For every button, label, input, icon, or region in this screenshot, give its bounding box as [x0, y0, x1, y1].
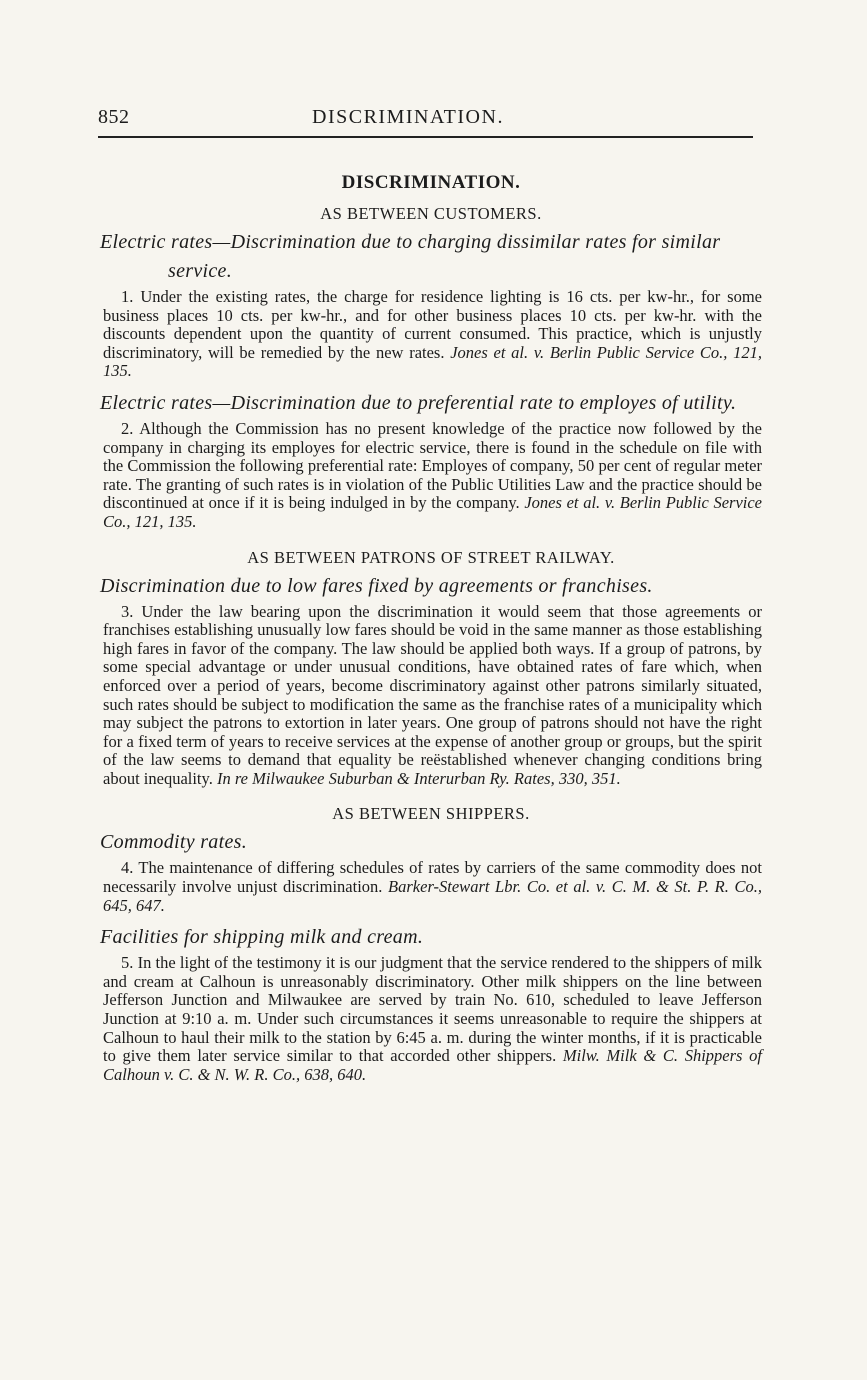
page-title: DISCRIMINATION.: [341, 172, 521, 193]
entry-text: 2. Although the Commission has no present knowledge of the practice now followed by the company in charging its employes for electric service, there is found in the schedule on file with the Commission the following preferential rate: Employes of company, 50 per cent of regular meter rate. The granting of such rates is in violation of the Public Utilities Law and the practice should be discontinued at once if it is being indulged in by the company.: [103, 418, 762, 513]
entry-paragraph: [103, 954, 762, 1084]
entry-citation: Jones et al. v. Berlin Public Service Co., 121, 135.: [103, 493, 763, 531]
entry-topic: Commodity rates.: [100, 831, 248, 854]
entry-citation: Milw. Milk & C. Shippers of Calhoun v. C. & N. W. R. Co., 638, 640.: [103, 1046, 762, 1084]
entry-topic: Discrimination due to low fares fixed by agreements or franchises.: [100, 574, 653, 597]
entry-citation: Jones et al. v. Berlin Public Service Co., 121, 135.: [103, 342, 763, 381]
entry-citation: In re Milwaukee Suburban & Interurban Ry. Rates, 330, 351.: [216, 768, 621, 788]
entry-paragraph: [103, 603, 762, 789]
page-body: [100, 172, 762, 1092]
entry-text: 1. Under the existing rates, the charge for residence lighting is 16 cts. per kw-hr., for some business places 10 cts. per kw-hr., and for other business places 10 cts. per kw-hr. with the discounts dependent upon the quantity of current consumed. This practice, which is unjustly discriminatory, will be remedied by the new rates.: [103, 287, 762, 362]
entry-topic: Electric rates—Discrimination due to charging dissimilar rates for similar service.: [100, 231, 721, 282]
entry-paragraph: [103, 420, 762, 532]
running-title: DISCRIMINATION.: [312, 106, 504, 128]
entry-topic: Electric rates—Discrimination due to preferential rate to employes of utility.: [100, 391, 737, 414]
entry-paragraph: [103, 859, 762, 915]
page-number: 852: [98, 106, 130, 128]
section-heading: AS BETWEEN PATRONS OF STREET RAILWAY.: [247, 547, 615, 567]
header-rule: [98, 136, 753, 138]
entry-citation: Barker-Stewart Lbr. Co. et al. v. C. M. & St. P. R. Co., 645, 647.: [103, 877, 763, 915]
entry-text: 3. Under the law bearing upon the discrimination it would seem that those agreements or franchises establishing unusually low fares should be void in the same manner as those establishing high fares in favor of the company. The law should be applied both ways. If a group of patrons, by some special advantage or under unusual conditions, have obtained rates of fare which, when enforced over a period of years, become discriminatory against other patrons similarly situated, such rates should be subject to modification the same as the franchise rates of a municipality which may subject the patrons to extortion in later years. One group of patrons should not have the right for a fixed term of years to receive services at the expense of another group or groups, but the spirit of the law seems to demand that equality be reëstablished whenever changing conditions bring about inequality.: [103, 601, 762, 788]
entry-text: 5. In the light of the testimony it is our judgment that the service rendered to the shippers of milk and cream at Calhoun is unreasonably discriminatory. Other milk shippers on the line between Jefferson Junction and Milwaukee are served by train No. 610, scheduled to leave Jefferson Junction at 9:10 a. m. Under such circumstances it seems unreasonable to require the shippers at Calhoun to haul their milk to the station by 6:45 a. m. during the winter months, if it is practicable to give them later service similar to that accorded other shippers.: [103, 953, 762, 1066]
section-heading: AS BETWEEN SHIPPERS.: [332, 804, 530, 824]
entry-text: 4. The maintenance of differing schedules of rates by carriers of the same commodity does not necessarily involve unjust discrimination.: [103, 858, 762, 897]
section-heading: AS BETWEEN CUSTOMERS.: [320, 204, 542, 223]
entry-topic: Facilities for shipping milk and cream.: [100, 926, 424, 949]
entry-paragraph: [103, 288, 762, 381]
